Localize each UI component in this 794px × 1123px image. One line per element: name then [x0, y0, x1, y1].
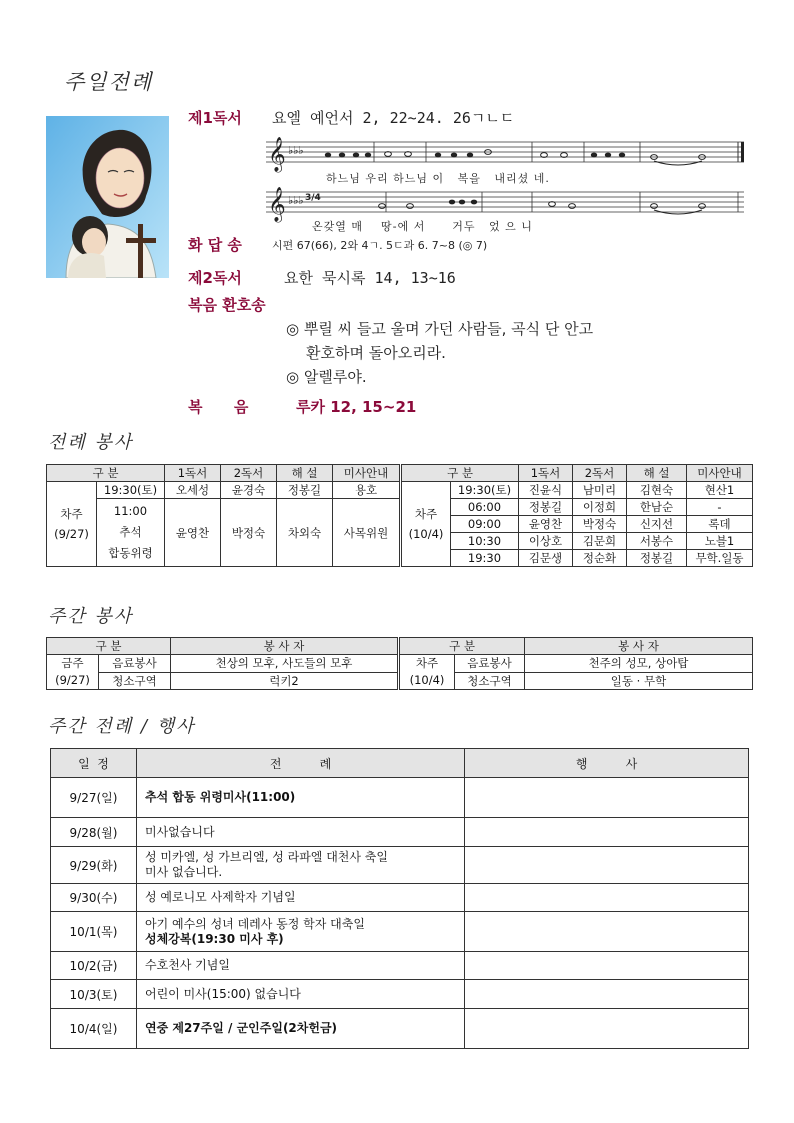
table-cell: 무학.일동 — [687, 550, 753, 567]
acclamation-line1: ◎ 뿌릴 씨 들고 울며 가던 사람들, 곡식 단 안고 — [286, 320, 594, 338]
gospel-label: 복 음 — [188, 398, 249, 416]
table-cell: 한남순 — [627, 499, 687, 516]
first-reading-text: 요엘 예언서 2, 22~24. 26ㄱㄴㄷ — [272, 109, 515, 127]
week-label: 금주 (9/27) — [47, 655, 99, 690]
weekly-service-table — [46, 637, 753, 690]
col-header-division-next: 구 분 — [399, 638, 525, 655]
table-row — [51, 952, 749, 980]
schedule-liturgy: 미사없습니다 — [137, 818, 465, 847]
table-cell: 김문희 — [573, 533, 627, 550]
table-cell: 음료봉사 — [455, 655, 525, 673]
acclamation-line2: 환호하며 돌아오리라. — [306, 344, 446, 362]
schedule-date: 10/1(목) — [51, 912, 137, 952]
schedule-events — [465, 912, 749, 952]
table-cell: 19:30(토) — [97, 482, 165, 499]
svg-text:𝄞: 𝄞 — [268, 137, 286, 172]
table-cell: 용호 — [333, 482, 401, 499]
table-cell: 19:30(토) — [451, 482, 519, 499]
schedule-date: 9/29(화) — [51, 847, 137, 884]
table-row — [51, 847, 749, 884]
table-cell: 박정숙 — [221, 499, 277, 567]
schedule-events — [465, 778, 749, 818]
schedule-events — [465, 980, 749, 1009]
table-cell: 청소구역 — [99, 672, 171, 690]
table-cell: 음료봉사 — [99, 655, 171, 673]
col-header-reading2-next: 2독서 — [573, 465, 627, 482]
table-cell: 럭키2 — [171, 672, 399, 690]
week-label: 차주 (9/27) — [47, 482, 97, 567]
schedule-events — [465, 818, 749, 847]
schedule-liturgy: 어린이 미사(15:00) 없습니다 — [137, 980, 465, 1009]
table-row — [51, 778, 749, 818]
table-cell: 서봉수 — [627, 533, 687, 550]
table-cell: 진윤식 — [519, 482, 573, 499]
table-cell: 정순화 — [573, 550, 627, 567]
schedule-events — [465, 884, 749, 912]
schedule-date: 9/28(월) — [51, 818, 137, 847]
second-reading-label: 제2독서 — [188, 269, 242, 287]
col-header-volunteer-next: 봉 사 자 — [525, 638, 753, 655]
col-header-usher-next: 미사안내 — [687, 465, 753, 482]
schedule-table — [50, 748, 749, 1049]
col-header-events: 행 사 — [465, 749, 749, 778]
table-row — [51, 818, 749, 847]
acclamation-line3: ◎ 알렐루야. — [286, 368, 367, 386]
table-cell: 노블1 — [687, 533, 753, 550]
schedule-liturgy: 성 미카엘, 성 가브리엘, 성 라파엘 대천사 축일 미사 없습니다. — [137, 847, 465, 884]
psalm-lyrics-line2: 온갖열 매 땅-에 서 거두 었 으 니 — [312, 220, 533, 233]
schedule-events — [465, 847, 749, 884]
table-cell: 남미리 — [573, 482, 627, 499]
table-cell: 이정희 — [573, 499, 627, 516]
svg-text:♭♭♭: ♭♭♭ — [288, 144, 304, 157]
col-header-division-next: 구 분 — [401, 465, 519, 482]
liturgy-service-title: 전례 봉사 — [48, 432, 134, 453]
table-cell: 정봉길 — [277, 482, 333, 499]
gospel-acclamation-label: 복음 환호송 — [188, 296, 266, 314]
col-header-date: 일 정 — [51, 749, 137, 778]
first-reading-label: 제1독서 — [188, 109, 242, 127]
table-cell: 차외숙 — [277, 499, 333, 567]
schedule-date: 10/3(토) — [51, 980, 137, 1009]
schedule-liturgy: 아기 예수의 성녀 데레사 동정 학자 대축일 성체강복(19:30 미사 후) — [137, 912, 465, 952]
responsorial-psalm-label: 화 답 송 — [188, 236, 242, 254]
table-cell: 김현숙 — [627, 482, 687, 499]
table-cell: 사목위원 — [333, 499, 401, 567]
table-cell: - — [687, 499, 753, 516]
table-cell: 박정숙 — [573, 516, 627, 533]
svg-text:♭♭♭: ♭♭♭ — [288, 194, 304, 207]
table-cell: 06:00 — [451, 499, 519, 516]
table-cell: 이상호 — [519, 533, 573, 550]
table-row — [51, 1009, 749, 1049]
table-cell: 오세성 — [165, 482, 221, 499]
schedule-events — [465, 952, 749, 980]
table-cell: 19:30 — [451, 550, 519, 567]
schedule-date: 9/27(일) — [51, 778, 137, 818]
col-header-reading2: 2독서 — [221, 465, 277, 482]
schedule-liturgy: 추석 합동 위령미사(11:00) — [137, 778, 465, 818]
col-header-reading1: 1독서 — [165, 465, 221, 482]
responsorial-psalm-text: 시편 67(66), 2와 4ㄱ. 5ㄷ과 6. 7~8 (◎ 7) — [272, 239, 488, 252]
schedule-date: 10/4(일) — [51, 1009, 137, 1049]
next-week-label: 차주 (10/4) — [399, 655, 455, 690]
sunday-liturgy-title: 주일전례 — [64, 70, 154, 94]
table-row — [51, 912, 749, 952]
weekly-service-title: 주간 봉사 — [48, 606, 134, 627]
liturgy-service-table — [46, 464, 753, 567]
schedule-liturgy: 성 예로니모 사제학자 기념일 — [137, 884, 465, 912]
gospel-text: 루카 12, 15~21 — [296, 398, 417, 416]
col-header-reading1-next: 1독서 — [519, 465, 573, 482]
saint-illustration — [46, 116, 169, 278]
table-cell: 09:00 — [451, 516, 519, 533]
table-row — [51, 980, 749, 1009]
second-reading-text: 요한 묵시록 14, 13~16 — [284, 269, 456, 287]
table-row — [51, 884, 749, 912]
schedule-events — [465, 1009, 749, 1049]
col-header-division: 구 분 — [47, 638, 171, 655]
table-cell: 정봉길 — [519, 499, 573, 516]
time-signature: 3/4 — [305, 193, 321, 203]
col-header-commentary: 해 설 — [277, 465, 333, 482]
table-cell: 10:30 — [451, 533, 519, 550]
schedule-liturgy: 연중 제27주일 / 군인주일(2차헌금) — [137, 1009, 465, 1049]
table-cell: 윤영찬 — [165, 499, 221, 567]
table-cell: 정봉길 — [627, 550, 687, 567]
svg-text:𝄞: 𝄞 — [268, 187, 286, 222]
schedule-title: 주간 전례 / 행사 — [48, 716, 196, 737]
schedule-date: 10/2(금) — [51, 952, 137, 980]
schedule-date: 9/30(수) — [51, 884, 137, 912]
col-header-division: 구 분 — [47, 465, 165, 482]
table-cell: 청소구역 — [455, 672, 525, 690]
col-header-liturgy: 전 례 — [137, 749, 465, 778]
table-cell: 김문생 — [519, 550, 573, 567]
col-header-commentary-next: 해 설 — [627, 465, 687, 482]
col-header-usher: 미사안내 — [333, 465, 401, 482]
table-cell: 천주의 성모, 상아탑 — [525, 655, 753, 673]
table-cell: 일동 · 무학 — [525, 672, 753, 690]
col-header-volunteer: 봉 사 자 — [171, 638, 399, 655]
table-cell: 윤경숙 — [221, 482, 277, 499]
table-cell: 윤영찬 — [519, 516, 573, 533]
table-cell: 현산1 — [687, 482, 753, 499]
psalm-lyrics-line1: 하느님 우리 하느님 이 복을 내리셨 네. — [326, 172, 550, 185]
table-cell: 록데 — [687, 516, 753, 533]
table-cell: 천상의 모후, 사도들의 모후 — [171, 655, 399, 673]
schedule-liturgy: 수호천사 기념일 — [137, 952, 465, 980]
next-week-label: 차주 (10/4) — [401, 482, 451, 567]
table-cell: 신지선 — [627, 516, 687, 533]
table-cell: 11:00 추석 합동위령 — [97, 499, 165, 567]
